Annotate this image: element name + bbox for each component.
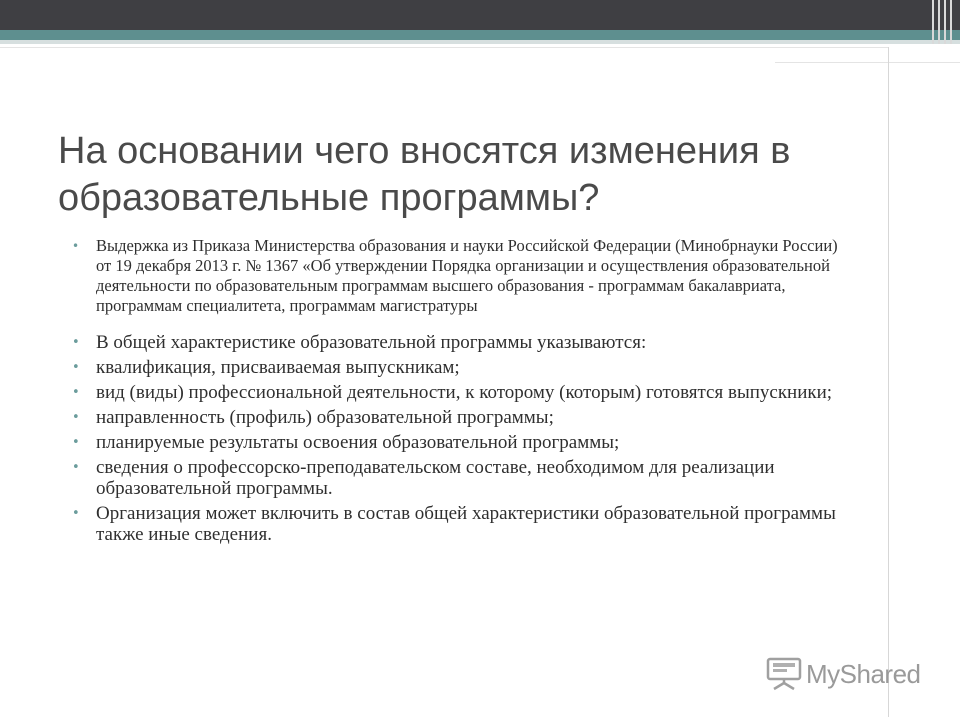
bullet-text: направленность (профиль) образовательной программы;: [96, 407, 554, 428]
list-item: [70, 407, 850, 428]
bullet-icon: •: [72, 239, 80, 253]
bullet-text: сведения о профессорско-преподавательском составе, необходимом для реализации образовательной программы.: [96, 457, 775, 499]
list-item: [70, 503, 850, 545]
slide-title: На основании чего вносятся изменения в образовательные программы?: [58, 130, 791, 219]
list-item: [70, 432, 850, 453]
bullet-icon: •: [72, 435, 80, 450]
bullet-text: Организация может включить в состав общей характеристики образовательной программы также иные сведения.: [96, 503, 836, 545]
bullet-text: Выдержка из Приказа Министерства образования и науки Российской Федерации (Минобрнауки России) от 19 декабря 2013 г. № 1367 «Об утверждении Порядка организации и осуществления образовательной деятельности по образовательным программам высшего образования - программам бакалавриата, программам специалитета, программам магистратуры: [96, 236, 838, 315]
bullet-icon: •: [72, 410, 80, 425]
watermark-logo: [766, 657, 926, 691]
bullet-icon: •: [72, 506, 80, 521]
bullet-list: [70, 236, 850, 549]
bullet-icon: •: [72, 335, 80, 350]
bullet-text: В общей характеристике образовательной программы указываются:: [96, 332, 647, 353]
header-bar: [0, 0, 960, 30]
bullet-icon: •: [72, 385, 80, 400]
corner-decoration: [928, 0, 960, 44]
frame-line-top-right: [775, 62, 960, 63]
header-accent-bar: [0, 30, 960, 40]
list-item: [70, 457, 850, 499]
presentation-board-icon: [766, 657, 802, 691]
bullet-icon: •: [72, 360, 80, 375]
bullet-text: вид (виды) профессиональной деятельности, к которому (которым) готовятся выпускники;: [96, 382, 833, 403]
frame-line-top: [0, 47, 888, 48]
bullet-text: планируемые результаты освоения образовательной программы;: [96, 432, 620, 453]
list-item: [70, 236, 850, 316]
bullet-icon: •: [72, 460, 80, 475]
header-accent-line: [0, 40, 960, 44]
list-item: [70, 357, 850, 378]
list-item: [70, 382, 850, 403]
frame-line-right: [888, 47, 889, 717]
list-item: [70, 332, 850, 353]
bullet-text: квалификация, присваиваемая выпускникам;: [96, 357, 460, 378]
watermark-text: MyShared: [806, 659, 921, 689]
